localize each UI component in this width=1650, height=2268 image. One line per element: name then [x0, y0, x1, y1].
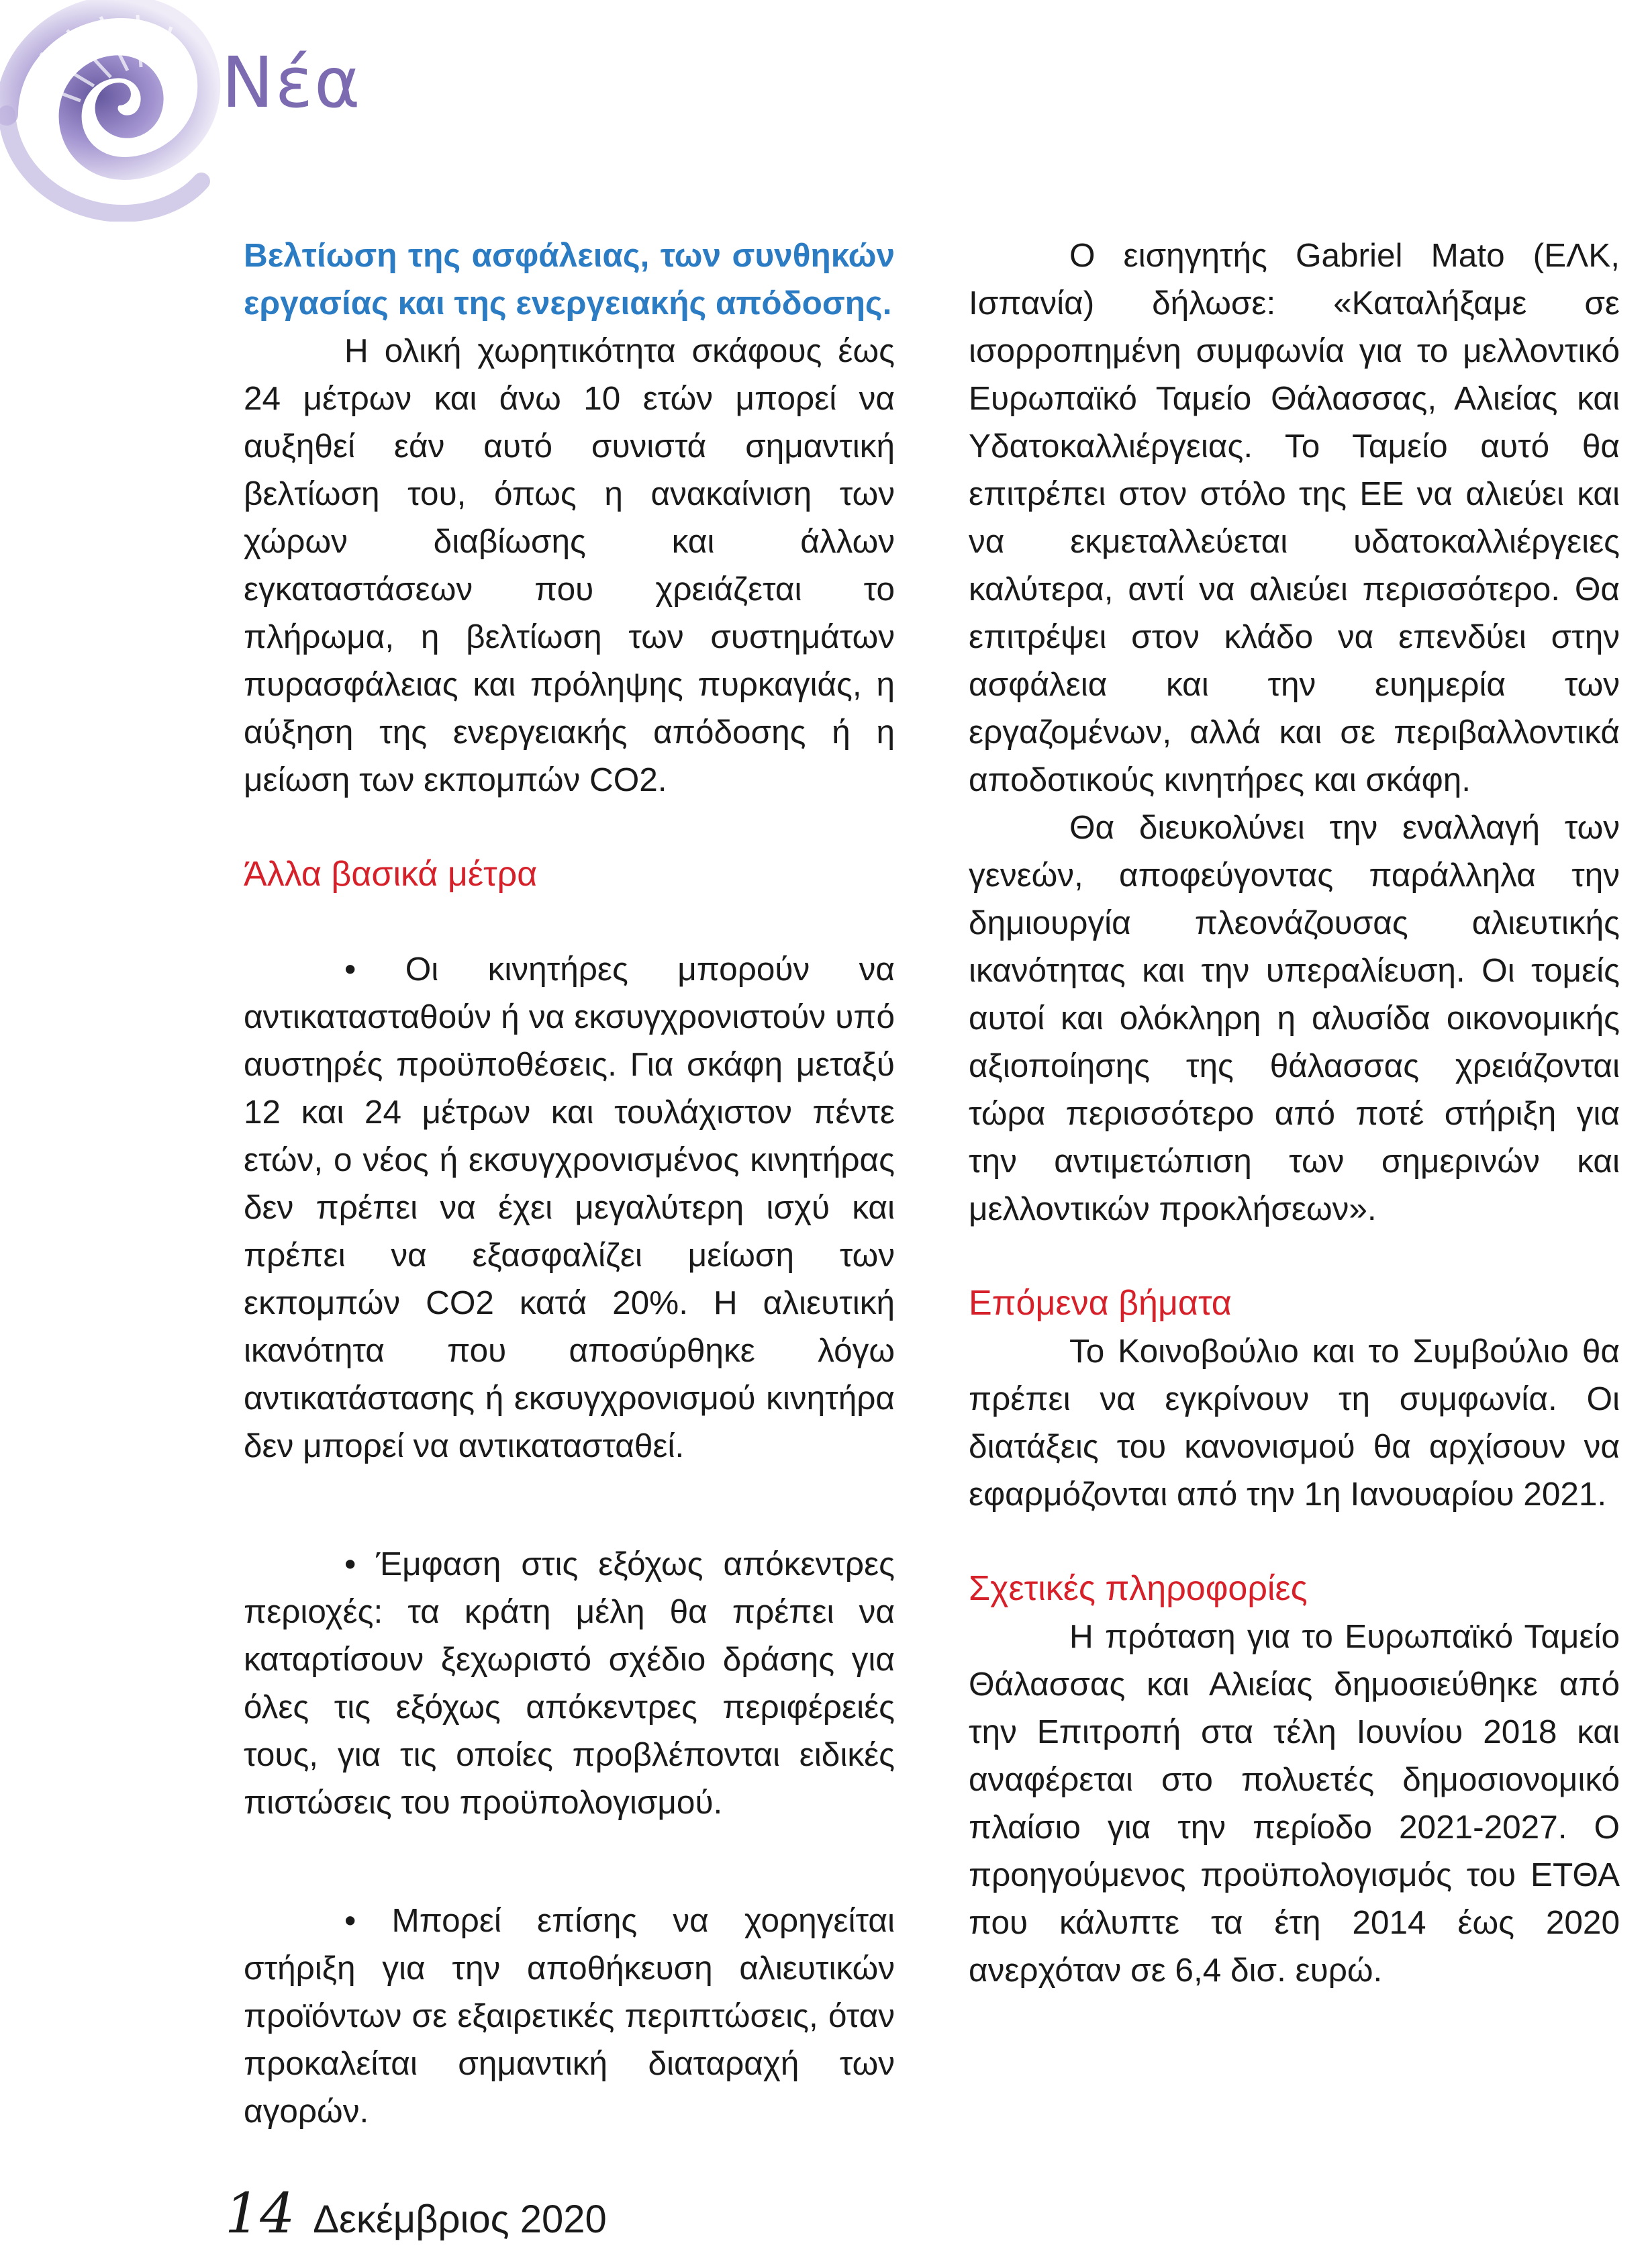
- page-header: [0, 0, 362, 222]
- section-heading-other-measures: Άλλα βασικά μέτρα: [244, 855, 538, 894]
- left-column: [244, 232, 895, 2135]
- quote-paragraph-2: Θα διευκολύνει την εναλλαγή των γενεών, αποφεύγοντας παράλληλα την δημιουργία πλεονάζουσας αλιευτικής ικανότητας και την υπεραλίευση. Οι τομείς αυτοί και ολόκληρη η αλυσίδα οικονομικής αξιοποίησης της θάλασσας χρειάζονται τώρα περισσότερο από ποτέ στήριξη για την αντιμετώπιση των σημερινών και μελλοντικών προκλήσεων».: [969, 809, 1620, 1227]
- right-column: [969, 232, 1620, 1994]
- lead-heading: Βελτίωση της ασφάλειας, των συνθηκών εργασίας και της ενεργειακής απόδοσης.: [244, 237, 895, 322]
- issue-date: Δεκέμβριος 2020: [313, 2198, 607, 2241]
- intro-paragraph: Η ολική χωρητικότητα σκάφους έως 24 μέτρων και άνω 10 ετών μπορεί να αυξηθεί εάν αυτό συνιστά σημαντική βελτίωση του, όπως η ανακαίνιση των χώρων διαβίωσης και άλλων εγκαταστάσεων που χρειάζεται το πλήρωμα, η βελτίωση των συστημάτων πυρασφάλειας και πρόληψης πυρκαγιάς, η αύξηση της ενεργειακής απόδοσης ή η μείωση των εκπομπών CO2.: [244, 332, 895, 798]
- quote-paragraph-1: Ο εισηγητής Gabriel Mato (ΕΛΚ, Ισπανία) δήλωσε: «Καταλήξαμε σε ισορροπημένη συμφωνία για το μελλοντικό Ευρωπαϊκό Ταμείο Θάλασσας, Αλιείας και Υδατοκαλλιέργειας. Το Ταμείο αυτό θα επιτρέπει στον στόλο της ΕΕ να αλιεύει και να εκμεταλλεύεται υδατοκαλλιέργειες καλύτερα, αντί να αλιεύει περισσότερο. Θα επιτρέψει στον κλάδο να επενδύει στην ασφάλεια και την ευημερία των εργαζομένων, αλλά και σε περιβαλλοντικά αποδοτικούς κινητήρες και σκάφη.: [969, 237, 1620, 798]
- next-steps-text: Το Κοινοβούλιο και το Συμβούλιο θα πρέπει να εγκρίνουν τη συμφωνία. Οι διατάξεις του κανονισμού θα αρχίσουν να εφαρμόζονται από την 1η Ιανουαρίου 2021.: [969, 1333, 1620, 1513]
- section-heading-related-info: Σχετικές πληροφορίες: [969, 1569, 1308, 1608]
- bullet-engines: • Οι κινητήρες μπορούν να αντικατασταθούν ή να εκσυγχρονιστούν υπό αυστηρές προϋποθέσεις. Για σκάφη μεταξύ 12 και 24 μέτρων και τουλάχιστον πέντε ετών, ο νέος ή εκσυγχρονισμένος κινητήρας δεν πρέπει να έχει μεγαλύτερη ισχύ και πρέπει να εξασφαλίζει μείωση των εκπομπών CO2 κατά 20%. Η αλιευτική ικανότητα που αποσύρθηκε λόγω αντικατάστασης ή εκσυγχρονισμού κινητήρα δεν μπορεί να αντικατασταθεί.: [244, 951, 895, 1464]
- page-number: 14: [225, 2182, 295, 2246]
- bullet-storage-support: • Μπορεί επίσης να χορηγείται στήριξη για την αποθήκευση αλιευτικών προϊόντων σε εξαιρετικές περιπτώσεις, όταν προκαλείται σημαντική διαταραχή των αγορών.: [244, 1902, 895, 2130]
- page-footer: [225, 2182, 607, 2246]
- section-heading-next-steps: Επόμενα βήματα: [969, 1284, 1232, 1323]
- section-title: Νέα: [222, 42, 362, 124]
- related-info-text: Η πρόταση για το Ευρωπαϊκό Ταμείο Θάλασσας και Αλιείας δημοσιεύθηκε από την Επιτροπή στα τέλη Ιουνίου 2018 και αναφέρεται στο πολυετές δημοσιονομικό πλαίσιο για την περίοδο 2021-2027. Ο προηγούμενος προϋπολογισμός του ΕΤΘΑ που κάλυπτε τα έτη 2014 έως 2020 ανερχόταν σε 6,4 δισ. ευρώ.: [969, 1618, 1620, 1989]
- bullet-outermost-regions: • Έμφαση στις εξόχως απόκεντρες περιοχές: τα κράτη μέλη θα πρέπει να καταρτίσουν ξεχωριστό σχέδιο δράσης για όλες τις εξόχως απόκεντρες περιφέρειές τους, για τις οποίες προβλέπονται ειδικές πιστώσεις του προϋπολογισμού.: [244, 1546, 895, 1821]
